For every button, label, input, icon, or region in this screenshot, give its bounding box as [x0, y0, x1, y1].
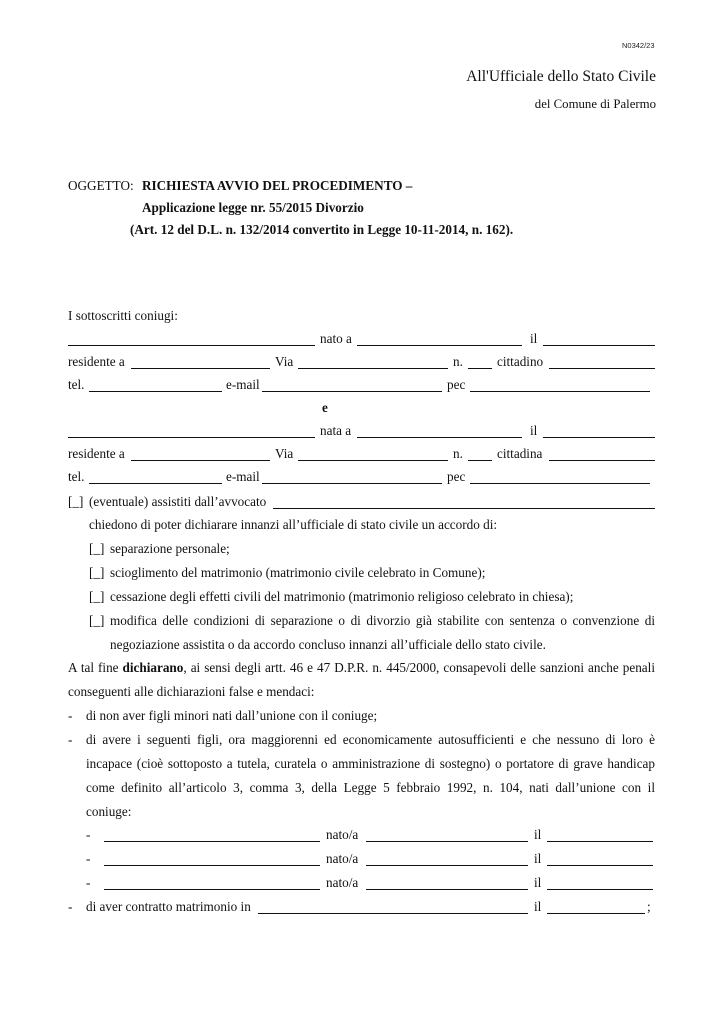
bullet-dash: -	[68, 899, 73, 914]
option-label-continuation: negoziazione assistita o da accordo concluso innanzi all’ufficiale dello stato civile.	[110, 637, 546, 652]
spouse1-email-field[interactable]	[262, 391, 442, 392]
bullet-dash: -	[68, 708, 73, 723]
child-birthdate-field[interactable]	[547, 889, 653, 890]
spouse2-residence-label: residente a	[68, 446, 125, 461]
spouse2-citizen-label: cittadina	[497, 446, 543, 461]
spouse1-number-label: n.	[453, 354, 463, 369]
option-checkbox[interactable]: [_]	[89, 613, 105, 628]
option-label: cessazione degli effetti civili del matrimonio (matrimonio religioso celebrato in chiesa);	[110, 589, 574, 604]
recipient-title: All'Ufficiale dello Stato Civile	[466, 68, 656, 85]
spouse2-tel-field[interactable]	[89, 483, 222, 484]
lawyer-checkbox[interactable]: [_]	[68, 494, 84, 509]
spouse1-email-label: e-mail	[226, 377, 260, 392]
child-dash: -	[86, 851, 91, 866]
child-name-field[interactable]	[104, 841, 320, 842]
spouse2-birthdate-field[interactable]	[543, 437, 655, 438]
option-checkbox[interactable]: [_]	[89, 589, 105, 604]
option-label: modifica delle condizioni di separazione o di divorzio già stabilite con sentenza o convenzione di	[110, 613, 655, 628]
bullet-children-line: incapace (cioè sottoposto a tutela, curatela o amministrazione di sostegno) o portatore di grave handicap	[86, 756, 655, 771]
subject-line-3: (Art. 12 del D.L. n. 132/2014 convertito in Legge 10-11-2014, n. 162).	[130, 222, 514, 237]
bullet-children-line: coniuge:	[86, 804, 132, 819]
marriage-end-punctuation: ;	[647, 899, 651, 914]
spouse1-number-field[interactable]	[468, 368, 492, 369]
marriage-place-field[interactable]	[258, 913, 528, 914]
child-birthdate-field[interactable]	[547, 841, 653, 842]
bullet-marriage-label: di aver contratto matrimonio in	[86, 899, 251, 914]
spouse2-number-label: n.	[453, 446, 463, 461]
child-dash: -	[86, 875, 91, 890]
document-code: N0342/23	[622, 41, 655, 50]
spouse1-birthdate-field[interactable]	[543, 345, 655, 346]
spouse2-street-label: Via	[275, 446, 294, 461]
child-birthplace-field[interactable]	[366, 865, 528, 866]
spouse2-email-field[interactable]	[262, 483, 442, 484]
subject-label: OGGETTO:	[68, 178, 134, 193]
recipient-subtitle: del Comune di Palermo	[534, 97, 656, 111]
child-birthplace-field[interactable]	[366, 889, 528, 890]
spouse1-pec-field[interactable]	[470, 391, 650, 392]
child-born-label: nato/a	[326, 851, 359, 866]
spouse1-street-field[interactable]	[298, 368, 448, 369]
spouse2-name-field[interactable]	[68, 437, 315, 438]
child-on-label: il	[534, 851, 542, 866]
child-name-field[interactable]	[104, 889, 320, 890]
spouse2-birthplace-field[interactable]	[357, 437, 522, 438]
lawyer-label: (eventuale) assistiti dall’avvocato	[89, 494, 267, 509]
spouse2-tel-label: tel.	[68, 469, 85, 484]
spouse2-citizen-field[interactable]	[549, 460, 655, 461]
bullet-dash: -	[68, 732, 73, 747]
spouse1-born-label: nato a	[320, 331, 352, 346]
conjunction: e	[322, 400, 328, 415]
child-dash: -	[86, 827, 91, 842]
spouse2-street-field[interactable]	[298, 460, 448, 461]
bullet-children-line: come definito all’articolo 3, comma 3, della Legge 5 febbraio 1992, n. 104, nati dall’unione con il	[86, 780, 655, 795]
spouse2-on-label: il	[530, 423, 538, 438]
option-label: separazione personale;	[110, 541, 230, 556]
spouse1-citizen-label: cittadino	[497, 354, 544, 369]
bullet-no-children: di non aver figli minori nati dall’unione con il coniuge;	[86, 708, 378, 723]
child-born-label: nato/a	[326, 827, 359, 842]
child-birthdate-field[interactable]	[547, 865, 653, 866]
marriage-on-label: il	[534, 899, 542, 914]
subject-line-1: RICHIESTA AVVIO DEL PROCEDIMENTO –	[142, 178, 413, 193]
spouse2-pec-field[interactable]	[470, 483, 650, 484]
spouse1-name-field[interactable]	[68, 345, 315, 346]
spouse1-street-label: Via	[275, 354, 294, 369]
subject-line-2: Applicazione legge nr. 55/2015 Divorzio	[142, 200, 364, 215]
spouse1-tel-label: tel.	[68, 377, 85, 392]
intro-text: I sottoscritti coniugi:	[68, 308, 178, 323]
spouse2-residence-field[interactable]	[131, 460, 270, 461]
child-born-label: nato/a	[326, 875, 359, 890]
child-birthplace-field[interactable]	[366, 841, 528, 842]
lawyer-name-field[interactable]	[273, 508, 655, 509]
spouse1-on-label: il	[530, 331, 538, 346]
bullet-children-line: di avere i seguenti figli, ora maggiorenni ed economicamente autosufficienti e che nessuno di loro è	[86, 732, 655, 747]
declaration-text: A tal fine dichiarano, ai sensi degli artt. 46 e 47 D.P.R. n. 445/2000, consapevoli delle sanzioni anche penali	[68, 660, 655, 675]
spouse1-birthplace-field[interactable]	[357, 345, 522, 346]
spouse2-born-label: nata a	[320, 423, 352, 438]
spouse1-pec-label: pec	[447, 377, 466, 392]
child-name-field[interactable]	[104, 865, 320, 866]
spouse1-residence-field[interactable]	[131, 368, 270, 369]
spouse1-tel-field[interactable]	[89, 391, 222, 392]
spouse2-pec-label: pec	[447, 469, 466, 484]
spouse1-residence-label: residente a	[68, 354, 125, 369]
child-on-label: il	[534, 875, 542, 890]
marriage-date-field[interactable]	[547, 913, 645, 914]
spouse2-number-field[interactable]	[468, 460, 492, 461]
spouse2-email-label: e-mail	[226, 469, 260, 484]
option-checkbox[interactable]: [_]	[89, 541, 105, 556]
option-checkbox[interactable]: [_]	[89, 565, 105, 580]
request-text: chiedono di poter dichiarare innanzi all’ufficiale di stato civile un accordo di:	[89, 517, 498, 532]
spouse1-citizen-field[interactable]	[549, 368, 655, 369]
child-on-label: il	[534, 827, 542, 842]
option-label: scioglimento del matrimonio (matrimonio civile celebrato in Comune);	[110, 565, 486, 580]
declaration-text-line-2: conseguenti alle dichiarazioni false e mendaci:	[68, 684, 315, 699]
